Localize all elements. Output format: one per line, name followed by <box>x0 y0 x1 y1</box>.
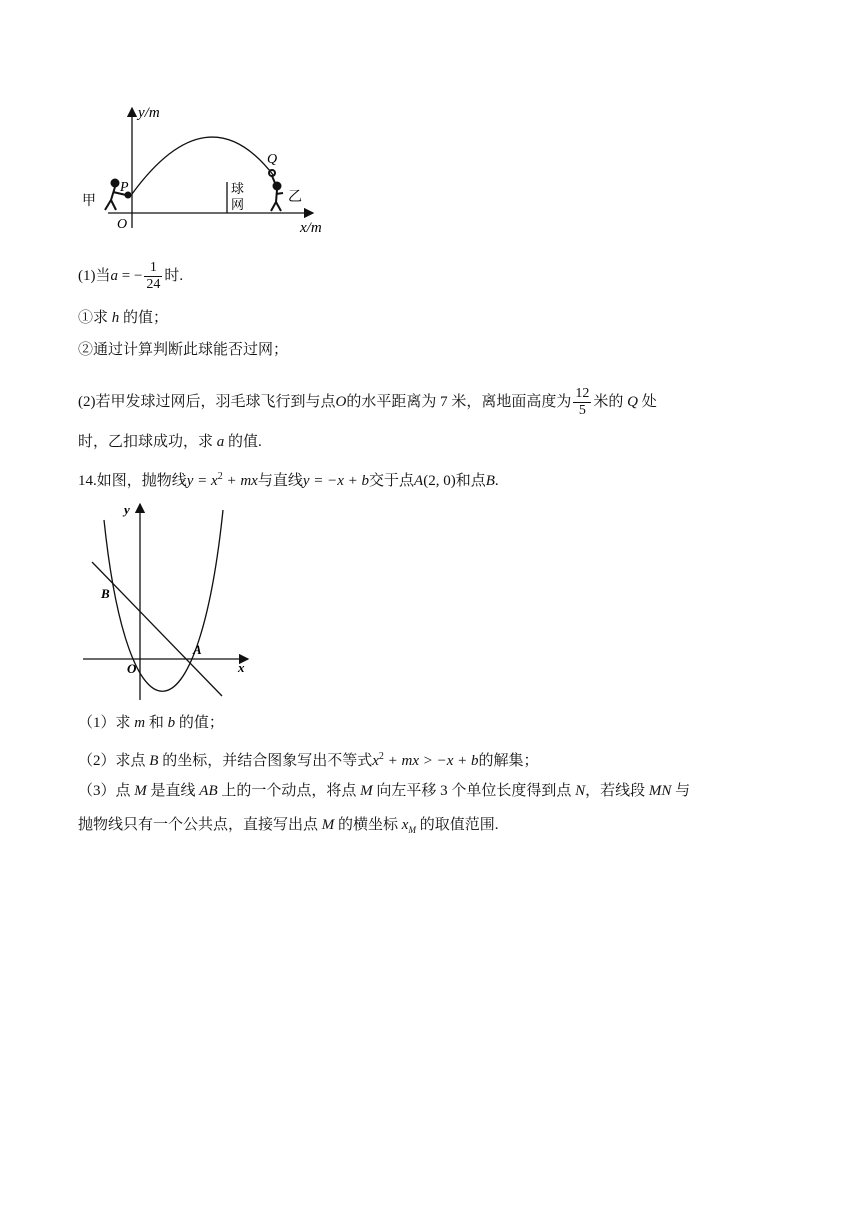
q14-intro: 14.如图，抛物线$y = x^2$ + mx与直线y = −x + b交于点A(2, 0)和点B. <box>78 471 499 489</box>
q13-part2-line2: 时，乙扣球成功，求 a 的值. <box>78 434 262 450</box>
q13-sub2: ②通过计算判断此球能否过网； <box>78 342 289 358</box>
q14-part3: （3）点 M 是直线 AB 上的一个动点，将点 M 向左平移 3 个单位长度得到点 N，若线段 MN 与 <box>78 783 691 799</box>
player-yi-label: 乙 <box>288 190 302 205</box>
fig-point-b-label: B <box>101 586 110 601</box>
parabola-figure <box>78 500 258 705</box>
fig-x-label: x <box>238 660 245 675</box>
fig-origin-label: O <box>127 661 137 676</box>
q13-sub1: ①求 h 的值； <box>78 310 169 326</box>
player-jia-label: 甲 <box>82 194 96 209</box>
point-p-label: P <box>120 180 129 195</box>
fig-y-label: y <box>124 502 130 517</box>
q13-part1: (1)当a = − $\frac{1}{24}$ 时. <box>78 260 184 292</box>
q14-part1: （1）求 m 和 b 的值； <box>78 715 224 731</box>
badminton-figure <box>78 100 338 240</box>
fraction-1-24: $\frac{1}{24}$ <box>146 260 161 292</box>
x-axis-label: x/m <box>300 220 322 236</box>
fraction-12-5: $\frac{12}{5}$ <box>575 386 590 418</box>
q14-part3-line2: 抛物线只有一个公共点，直接写出点 M 的横坐标 $x_M$ 的取值范围. <box>78 817 499 835</box>
y-axis-label: y/m <box>138 105 160 121</box>
net-label-1: 球 <box>231 181 245 196</box>
player-yi-icon <box>269 170 283 211</box>
trajectory-curve <box>132 137 274 194</box>
q13-part2: (2)若甲发球过网后，羽毛球飞行到与点O的水平距离为 7 米，离地面高度为 $\frac{12}{5}$ 米的 Q 处 <box>78 386 657 418</box>
point-q-label: Q <box>267 152 278 167</box>
parabola-curve <box>104 510 223 691</box>
fig-point-a-label: A <box>193 642 202 657</box>
net-label-2: 网 <box>231 197 245 212</box>
q14-part2: （2）求点 B 的坐标，并结合图象写出不等式$x^2$ + mx > −x + b的解集； <box>78 751 539 769</box>
origin-label: O <box>117 217 128 232</box>
